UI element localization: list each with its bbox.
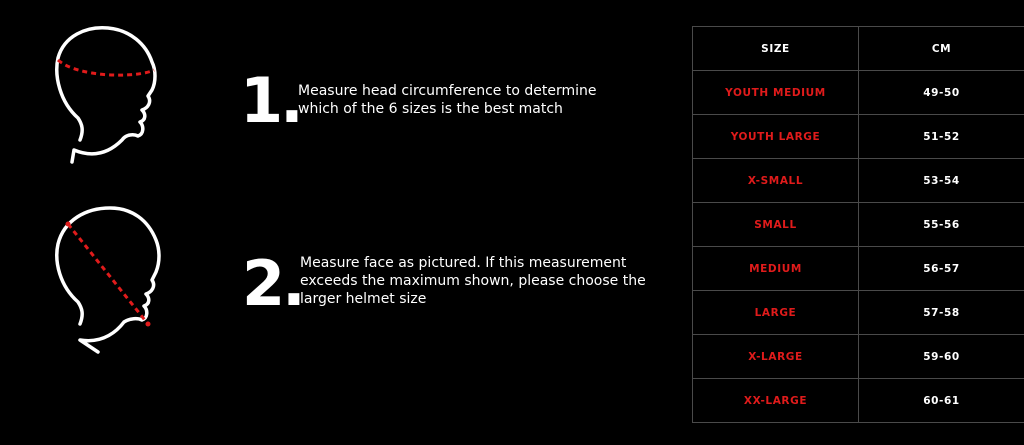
cm-cell: 59-60: [859, 335, 1024, 379]
cm-cell: 56-57: [859, 247, 1024, 291]
cm-cell: 60-61: [859, 379, 1024, 423]
size-cell: YOUTH MEDIUM: [693, 71, 859, 115]
size-cell: MEDIUM: [693, 247, 859, 291]
size-cell: SMALL: [693, 203, 859, 247]
cm-cell: 57-58: [859, 291, 1024, 335]
step-2-text: Measure face as pictured. If this measurement exceeds the maximum shown, please choose the larger helmet size: [300, 255, 646, 307]
cm-cell: 55-56: [859, 203, 1024, 247]
table-row: [693, 71, 1024, 115]
size-cell: XX-LARGE: [693, 379, 859, 423]
cm-cell: 51-52: [859, 115, 1024, 159]
size-cell: YOUTH LARGE: [693, 115, 859, 159]
size-cell: X-LARGE: [693, 335, 859, 379]
table-row: [693, 379, 1024, 423]
step-1-text: Measure head circumference to determine which of the 6 sizes is the best match: [298, 83, 597, 117]
cm-cell: 49-50: [859, 71, 1024, 115]
size-cell: X-SMALL: [693, 159, 859, 203]
table-row: [693, 291, 1024, 335]
table-row: [693, 335, 1024, 379]
step-1-number: 1.: [240, 64, 301, 137]
head-circumference-icon: [48, 22, 168, 182]
cm-cell: 53-54: [859, 159, 1024, 203]
face-measure-icon: [48, 200, 168, 360]
table-row: [693, 159, 1024, 203]
size-chart-table: [692, 26, 1024, 423]
table-row: [693, 115, 1024, 159]
size-cell: LARGE: [693, 291, 859, 335]
step-2-number: 2.: [242, 247, 303, 320]
table-row: [693, 203, 1024, 247]
table-header-row: [693, 27, 1024, 71]
table-row: [693, 247, 1024, 291]
size-column-header: SIZE: [693, 27, 859, 71]
cm-column-header: CM: [859, 27, 1024, 71]
